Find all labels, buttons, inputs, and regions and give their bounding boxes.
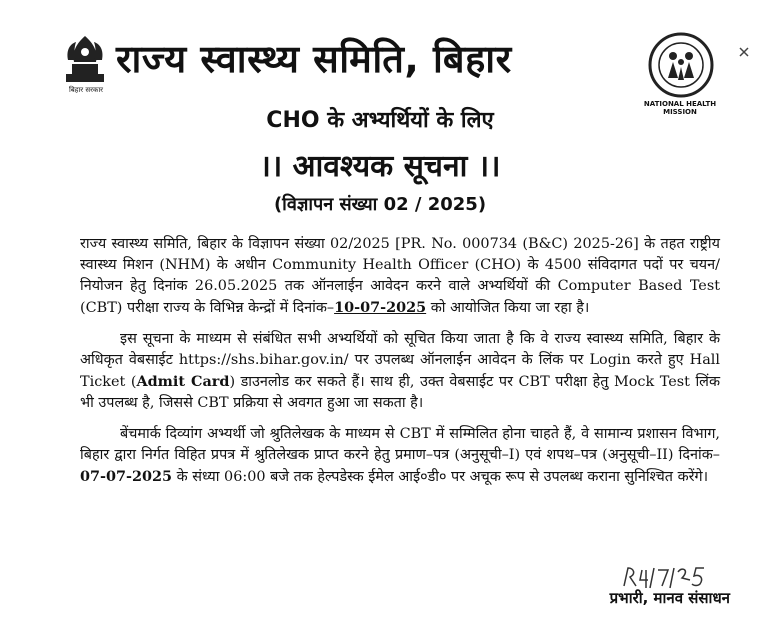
cbt-date: 10-07-2025: [334, 299, 427, 316]
nhm-logo-icon: [648, 32, 714, 98]
notice-heading: ।। आवश्यक सूचना ।।: [259, 149, 501, 184]
bihar-emblem-icon: [62, 34, 108, 86]
designation: प्रभारी, मानव संसाधन: [609, 589, 730, 607]
paragraph-2-text: इस सूचना के माध्यम से संबंधित सभी अभ्यर्थियों को सूचित किया जाता है कि वे राज्य स्वास्थ्य समिति, बिहार के अधिकृत वेबसाईट https://shs.bihar.gov.in/ पर उपलब्ध ऑनलाईन आवेदन के लिंक पर Login करते हुए Hall Ticket (: [80, 331, 720, 390]
paragraph-2-end: ) डाउनलोड कर सकते हैं। साथ ही, उक्त वेबसाईट पर CBT परीक्षा हेतु Mock Test लिंक भी उपलब्ध है, जिससे CBT प्रक्रिया से अवगत हुआ जा सकता है।: [80, 374, 720, 411]
notice-subtitle: CHO के अभ्यर्थियों के लिए: [266, 108, 494, 133]
admit-card-text: Admit Card: [136, 373, 230, 390]
paragraph-1-text: राज्य स्वास्थ्य समिति, बिहार के विज्ञापन संख्या 02/2025 [PR. No. 000734 (B&C) 2025-26] के तहत राष्ट्रीय स्वास्थ्य मिशन (NHM) के अधीन Community Health Officer (CHO) के 4500 संविदागत पदों पर चयन/नियोजन हेतु दिनांक 26.05.2025 तक ऑनलाईन आवेदन करने वाले अभ्यर्थियों की Computer Based Test (CBT) परीक्षा राज्य के विभिन्न केन्द्रों में दिनांक–: [80, 236, 720, 316]
scribe-deadline-date: 07-07-2025: [80, 468, 173, 485]
paragraph-3-end: के संध्या 06:00 बजे तक हेल्पडेस्क ईमेल आई०डी० पर अचूक रूप से उपलब्ध कराना सुनिश्चित करेंगे।: [172, 469, 709, 485]
paragraph-1: [80, 234, 720, 319]
advertisement-number: (विज्ञापन संख्या 02 / 2025): [273, 194, 487, 215]
paragraph-2: [80, 329, 720, 414]
paragraph-3: [80, 424, 720, 488]
letterhead: [0, 30, 760, 116]
organization-title: राज्य स्वास्थ्य समिति, बिहार: [116, 37, 512, 81]
nhm-logo-text: NATIONAL HEALTH MISSION: [643, 100, 717, 116]
emblem-caption: बिहार सरकार: [68, 86, 104, 94]
close-icon: [738, 46, 750, 58]
notice-body: [80, 234, 720, 498]
paragraph-1-end: को आयोजित किया जा रहा है।: [426, 300, 590, 316]
paragraph-3-text: बेंचमार्क दिव्यांग अभ्यर्थी जो श्रुतिलेखक के माध्यम से CBT में सम्मिलित होना चाहते हैं, वे सामान्य प्रशासन विभाग, बिहार द्वारा निर्गत विहित प्रपत्र में श्रुतिलेखक प्राप्त करने हेतु प्रमाण–पत्र (अनुसूची–I) एवं शपथ–पत्र (अनुसूची–II) दिनांक–: [80, 426, 720, 463]
